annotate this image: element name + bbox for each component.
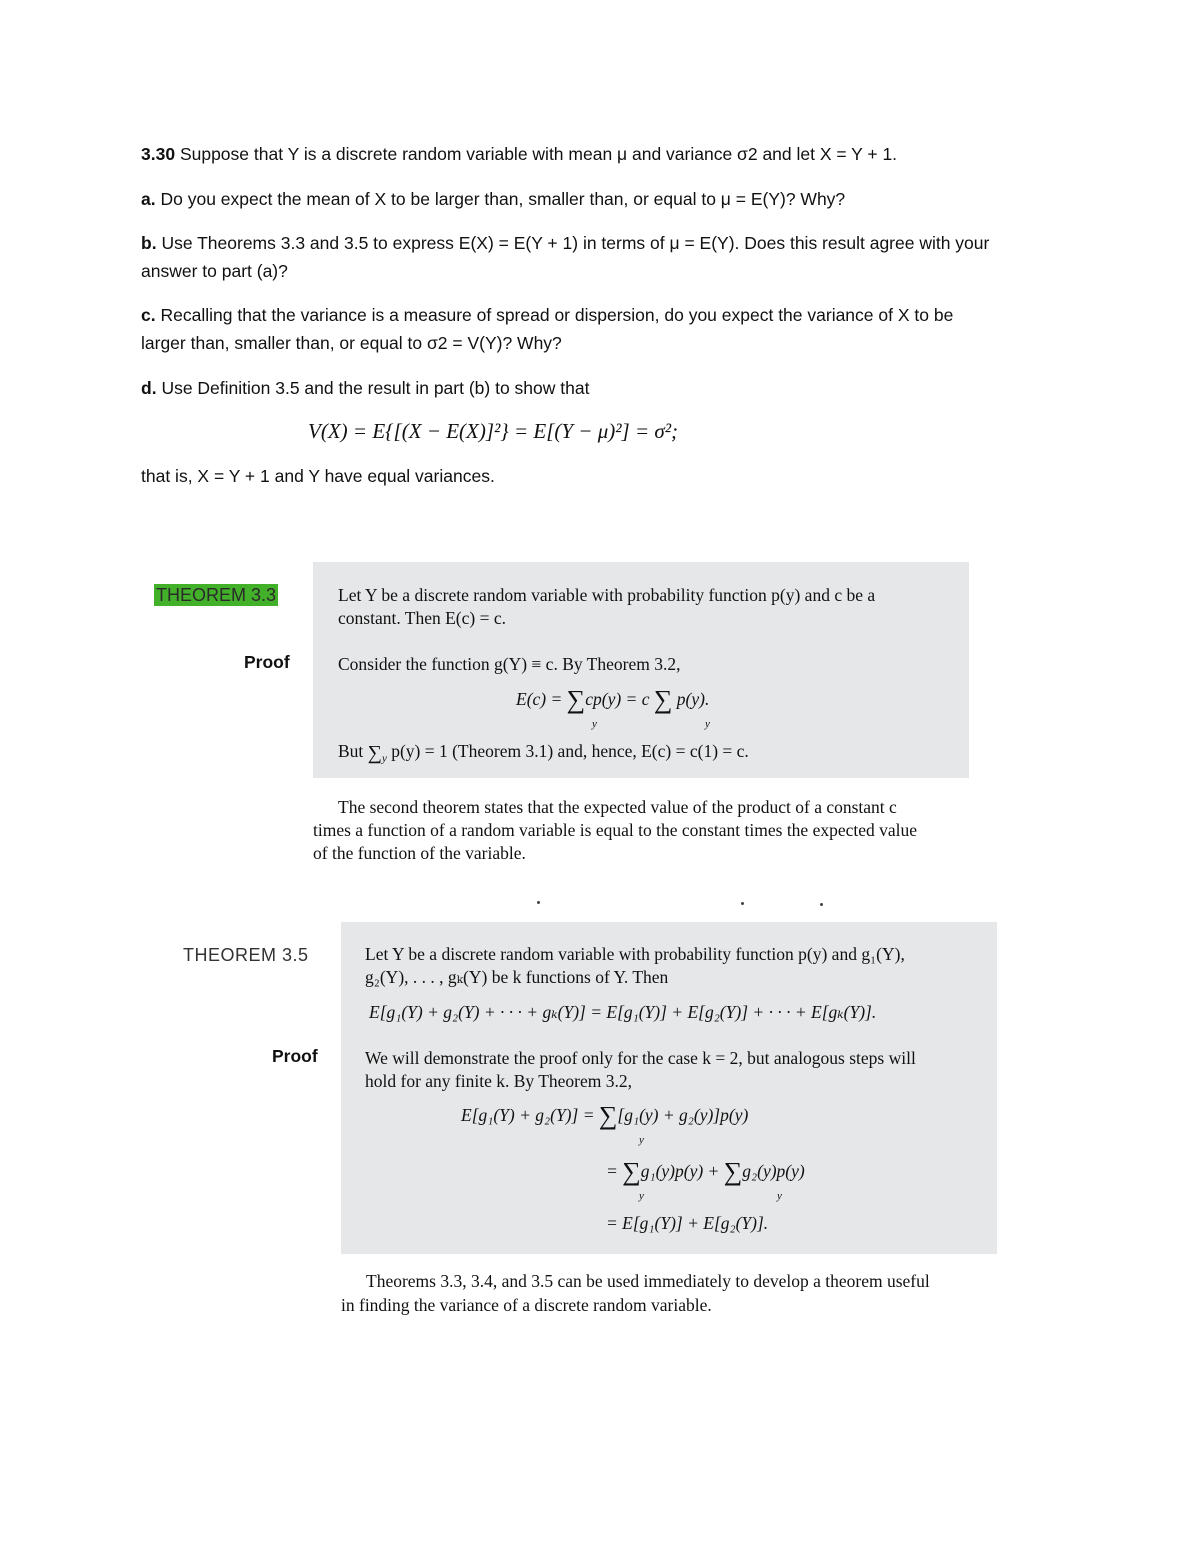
sum-index: y (381, 752, 387, 765)
scan-dot (537, 901, 540, 904)
part-c-text-line1: Recalling that the variance is a measure of spread or dispersion, do you expect the variance of X to be (160, 305, 954, 325)
theorem-3-5-proof-line2: hold for any finite k. By Theorem 3.2, (365, 1071, 632, 1091)
sum-index: y (639, 1190, 644, 1202)
part-b (141, 229, 1081, 285)
theorem-3-3-proof-equation (516, 685, 710, 714)
theorem-3-3-proof-line1: Consider the function g(Y) ≡ c. By Theorem 3.2, (338, 654, 681, 674)
part-c-text-line2: larger than, smaller than, or equal to σ2 = V(Y)? Why? (141, 333, 562, 353)
sum-index: y (639, 1134, 644, 1146)
proof-equation-line2 (606, 1157, 805, 1186)
theorem-3-3-statement-line1: Let Y be a discrete random variable with probability function p(y) and c be a (338, 585, 876, 605)
sum-index: y (705, 718, 710, 730)
after-text-line2: in finding the variance of a discrete random variable. (341, 1295, 712, 1315)
theorem-3-5-statement-line1: Let Y be a discrete random variable with probability function p(y) and g₁(Y), (365, 944, 905, 964)
theorem-3-3-proof-line3 (338, 740, 749, 770)
eq2-term1: g₁(y)p(y) + (640, 1161, 720, 1181)
sum-symbol: ∑ (566, 685, 586, 714)
theorem-3-3-label: THEOREM 3.3 (156, 585, 277, 605)
part-a-label: a. (141, 189, 156, 209)
between-text-line1: The second theorem states that the expected value of the product of a constant c (338, 797, 897, 817)
eq1-right: [g₁(y) + g₂(y)]p(y) (617, 1105, 749, 1125)
sum-index: y (777, 1190, 782, 1202)
part-a (141, 185, 1081, 213)
part-b-text-line2: answer to part (a)? (141, 261, 288, 281)
theorem-3-3-statement-line2: constant. Then E(c) = c. (338, 608, 506, 628)
sum-symbol: ∑ (367, 742, 382, 764)
theorem-3-5-label: THEOREM 3.5 (183, 945, 309, 965)
eq-mid: cp(y) = c (585, 689, 650, 709)
theorem-3-5-proof-label: Proof (272, 1046, 318, 1066)
part-d-text: Use Definition 3.5 and the result in part (b) to show that (161, 378, 590, 398)
part-b-text-line1: Use Theorems 3.3 and 3.5 to express E(X) = E(Y + 1) in terms of μ = E(Y). Does this result agree with your (161, 233, 990, 253)
after-text-line1: Theorems 3.3, 3.4, and 3.5 can be used immediately to develop a theorem useful (366, 1271, 930, 1291)
eq2-equals: = (606, 1161, 618, 1181)
eq1-left: E[g₁(Y) + g₂(Y)] = (461, 1105, 595, 1125)
part-b-label: b. (141, 233, 157, 253)
part-c-label: c. (141, 305, 156, 325)
theorem-3-3-proof-label: Proof (244, 652, 290, 672)
scan-dot (741, 902, 744, 905)
theorem-3-5-statement-line2: g₂(Y), . . . , gₖ(Y) be k functions of Y. Then (365, 967, 669, 987)
proof-line3-but: But (338, 741, 364, 761)
theorem-3-5-statement-equation: E[g₁(Y) + g₂(Y) + · · · + gₖ(Y)] = E[g₁(Y)] + E[g₂(Y)] + · · · + E[gₖ(Y)]. (369, 1002, 877, 1022)
part-d (141, 374, 1081, 402)
proof-line3-rest: p(y) = 1 (Theorem 3.1) and, hence, E(c) = c(1) = c. (391, 741, 749, 761)
variance-equation: V(X) = E{[(X − E(X)]²} = E[(Y − μ)²] = σ²; (308, 419, 679, 443)
part-a-text: Do you expect the mean of X to be larger than, smaller than, or equal to μ = E(Y)? Why? (160, 189, 846, 209)
part-d-label: d. (141, 378, 157, 398)
sum-symbol: ∑ (598, 1101, 618, 1130)
sum-symbol: ∑ (622, 1157, 641, 1186)
eq2-term2: g₂(y)p(y) (742, 1161, 805, 1181)
theorem-3-3-box (313, 562, 969, 778)
theorem-3-5-proof-line1: We will demonstrate the proof only for the case k = 2, but analogous steps will (365, 1048, 916, 1068)
between-text-line3: of the function of the variable. (313, 843, 526, 863)
sum-index: y (592, 718, 597, 730)
scan-dot (820, 903, 823, 906)
problem-number: 3.30 (141, 144, 176, 164)
problem-intro (141, 140, 1081, 168)
proof-equation-line3: = E[g₁(Y)] + E[g₂(Y)]. (606, 1213, 769, 1233)
sum-symbol: ∑ (653, 685, 673, 714)
eq-right: p(y). (676, 689, 710, 709)
proof-equation-line1 (461, 1101, 749, 1130)
problem-closing: that is, X = Y + 1 and Y have equal variances. (141, 466, 495, 486)
sum-symbol: ∑ (723, 1157, 743, 1186)
eq-left: E(c) = (516, 689, 563, 709)
problem-intro-text: Suppose that Y is a discrete random variable with mean μ and variance σ2 and let X = Y + 1. (179, 144, 898, 164)
between-text-line2: times a function of a random variable is equal to the constant times the expected value (313, 820, 918, 840)
part-c (141, 301, 1081, 357)
theorem-3-5-box (341, 922, 997, 1254)
